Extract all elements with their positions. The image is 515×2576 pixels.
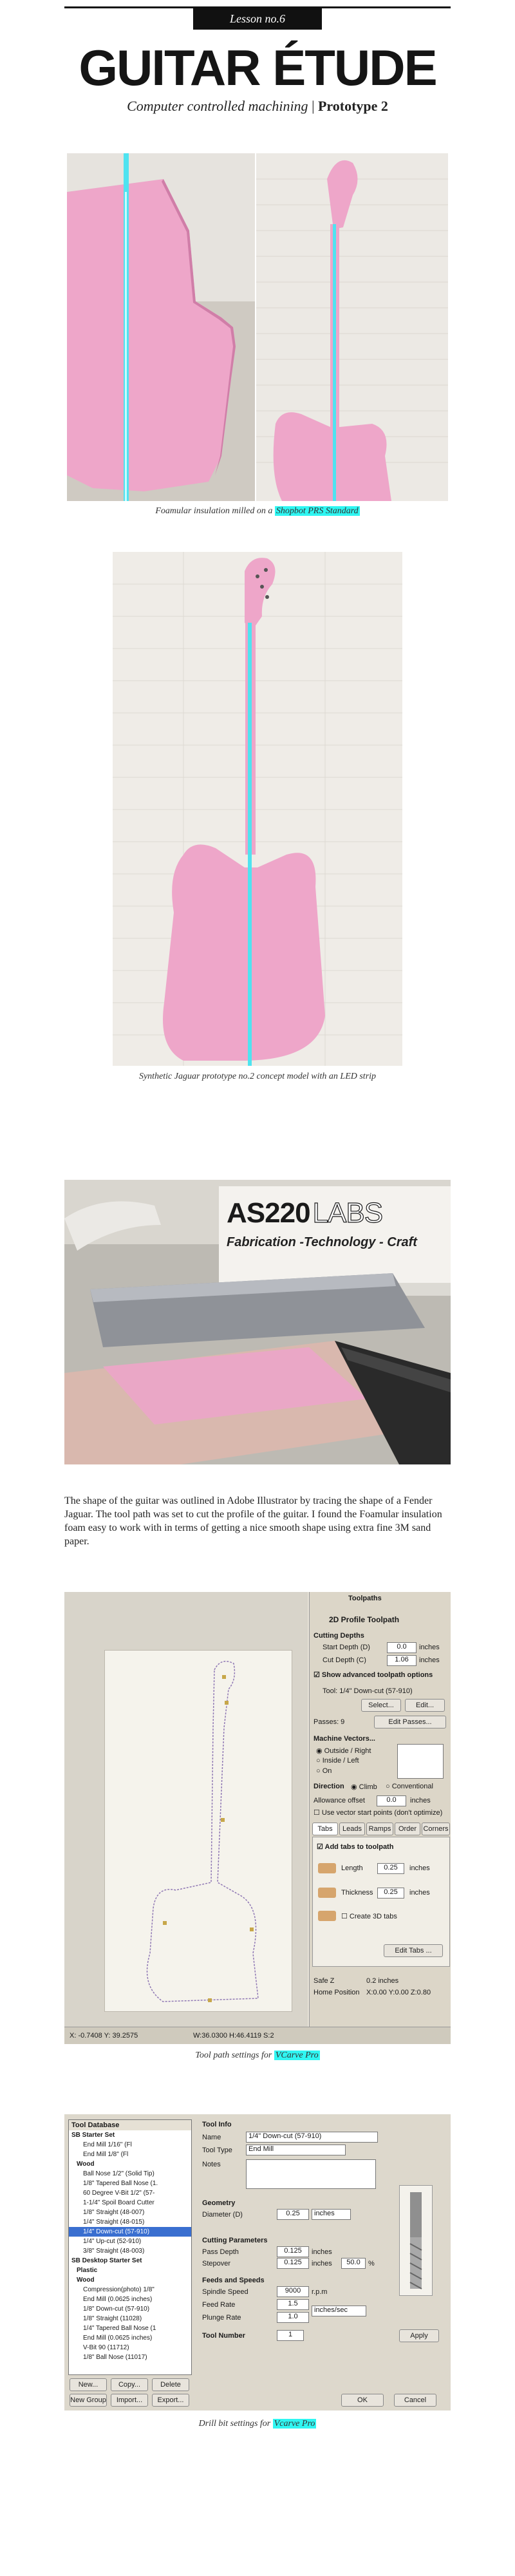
- tool-tree-item[interactable]: 1/8" Tapered Ball Nose (1.: [83, 2180, 158, 2187]
- passes-label: Passes: 9: [314, 1718, 345, 1726]
- photo-foam-body-closeup: [67, 153, 255, 501]
- show-advanced-checkbox[interactable]: ☑ Show advanced toolpath options: [314, 1671, 433, 1679]
- tool-tree-item[interactable]: End Mill 1/16" (Fl: [83, 2141, 132, 2148]
- subtitle-sep: |: [308, 98, 318, 114]
- tool-type-label: Tool Type: [202, 2146, 232, 2154]
- figure-1-caption-text: Foamular insulation milled on a: [155, 506, 275, 516]
- on-label: On: [322, 1767, 332, 1775]
- cancel-button[interactable]: Cancel: [394, 2394, 436, 2407]
- tool-tree-item[interactable]: SB Starter Set: [71, 2132, 115, 2139]
- geometry-heading: Geometry: [202, 2199, 236, 2207]
- tool-tree-item[interactable]: 1/8" Straight (48-007): [83, 2209, 145, 2216]
- stepover-label: Stepover: [202, 2260, 231, 2268]
- outside-right-radio[interactable]: ◉ Outside / Right: [316, 1747, 371, 1755]
- figure-1-caption: [64, 506, 451, 516]
- create-3d-icon: [318, 1911, 336, 1921]
- plunge-rate-input[interactable]: 1.0: [277, 2312, 309, 2323]
- status-bar: [64, 2027, 451, 2044]
- vector-start-label: Use vector start points (don't optimize): [321, 1809, 443, 1817]
- profile-toolpath-title: 2D Profile Toolpath: [329, 1615, 400, 1624]
- photo-foam-neck: [256, 153, 448, 501]
- stepover-pct-sign: %: [368, 2260, 375, 2268]
- feeds-heading: Feeds and Speeds: [202, 2277, 265, 2284]
- tool-tree-item[interactable]: 1/4" Straight (48-015): [83, 2219, 145, 2226]
- tool-tree-item[interactable]: 3/8" Straight (48-003): [83, 2248, 145, 2255]
- stepover-units: inches: [312, 2260, 332, 2268]
- pass-depth-label: Pass Depth: [202, 2248, 239, 2256]
- toolpath-panel: [309, 1592, 451, 2027]
- tool-tree-item[interactable]: Wood: [77, 2277, 95, 2284]
- allowance-input[interactable]: 0.0: [377, 1795, 406, 1806]
- lesson-tag: Lesson no.6: [193, 8, 322, 30]
- edit-passes-button[interactable]: Edit Passes...: [374, 1716, 446, 1728]
- tab-corners[interactable]: Corners: [422, 1823, 450, 1835]
- tool-number-input[interactable]: 1: [277, 2330, 304, 2341]
- on-radio[interactable]: ○ On: [316, 1767, 332, 1775]
- toolpath-tabs: [312, 1823, 449, 1837]
- name-label: Name: [202, 2134, 221, 2141]
- allowance-units: inches: [410, 1797, 431, 1804]
- create-3d-checkbox[interactable]: ☐ Create 3D tabs: [341, 1913, 397, 1920]
- tool-tree-item[interactable]: End Mill (0.0625 inches): [83, 2296, 153, 2303]
- figure-2-caption-text: Synthetic Jaguar prototype no.2 concept model with an LED strip: [138, 1072, 377, 1081]
- subtitle-italic: Computer controlled machining: [127, 98, 308, 114]
- vcarve-link-1[interactable]: VCarve Pro: [275, 2050, 319, 2060]
- cutting-depths-label: Cutting Depths: [314, 1632, 364, 1640]
- tool-tree-item[interactable]: 60 Degree V-Bit 1/2" (57-: [83, 2190, 155, 2197]
- drawing-sheet: [104, 1650, 292, 2012]
- tool-tree-item[interactable]: 1/8" Straight (11028): [83, 2315, 142, 2322]
- body-paragraph: The shape of the guitar was outlined in Adobe Illustrator by tracing the shape of a Fender Jaguar. The tool path was set to cut the profile of the guitar. I found the Foamular insulation foam easy to work with in terms of getting a nice smooth shape using extra fine 3M sand paper.: [64, 1495, 442, 1547]
- tab-tabs[interactable]: Tabs: [312, 1823, 338, 1835]
- page-title: GUITAR ÉTUDE: [79, 39, 436, 96]
- cutting-params-heading: Cutting Parameters: [202, 2237, 268, 2244]
- spindle-input[interactable]: 9000: [277, 2286, 309, 2297]
- home-position-value: X:0.00 Y:0.00 Z:0.80: [366, 1989, 431, 1996]
- figure-5-caption: [64, 2419, 451, 2429]
- diameter-units-select[interactable]: inches: [312, 2209, 351, 2220]
- copy-tool-button[interactable]: Copy...: [111, 2378, 148, 2391]
- page-subtitle: [64, 98, 451, 115]
- thickness-label: Thickness: [341, 1889, 373, 1897]
- banner-word-labs: LABS: [312, 1197, 383, 1229]
- tool-tree-item[interactable]: Ball Nose 1/2" (Solid Tip): [83, 2170, 154, 2177]
- tool-tree-item[interactable]: V-Bit 90 (11712): [83, 2344, 129, 2351]
- subtitle-bold: Prototype 2: [317, 98, 388, 114]
- tool-tree-item[interactable]: 1/4" Up-cut (52-910): [83, 2238, 142, 2245]
- ok-button[interactable]: OK: [341, 2394, 384, 2407]
- export-button[interactable]: Export...: [152, 2394, 189, 2407]
- climb-label: Climb: [359, 1783, 377, 1791]
- tool-tree-list: [69, 2130, 191, 2362]
- notes-field[interactable]: [246, 2159, 376, 2189]
- shopbot-link[interactable]: Shopbot PRS Standard: [276, 506, 359, 516]
- tool-tree-item[interactable]: SB Desktop Starter Set: [71, 2257, 142, 2264]
- length-icon: [318, 1863, 336, 1873]
- new-group-button[interactable]: New Group: [70, 2394, 107, 2407]
- diameter-input[interactable]: 0.25: [277, 2209, 309, 2220]
- status-coordinates: X: -0.7408 Y: 39.2575: [70, 2032, 138, 2040]
- start-depth-units: inches: [419, 1643, 440, 1651]
- new-tool-button[interactable]: New...: [70, 2378, 107, 2391]
- cut-depth-label: Cut Depth (C): [323, 1656, 366, 1664]
- thickness-input[interactable]: 0.25: [377, 1888, 404, 1899]
- tabs-panel: [312, 1837, 450, 1967]
- conventional-label: Conventional: [391, 1783, 433, 1790]
- climb-radio[interactable]: ◉ Climb: [351, 1783, 377, 1791]
- diameter-label: Diameter (D): [202, 2211, 243, 2219]
- delete-tool-button[interactable]: Delete: [152, 2378, 189, 2391]
- length-input[interactable]: 0.25: [377, 1863, 404, 1874]
- home-position-label: Home Position: [314, 1989, 360, 1996]
- figure-4-caption-text: Tool path settings for: [195, 2050, 274, 2060]
- length-label: Length: [341, 1864, 363, 1872]
- tool-tree-item[interactable]: Plastic: [77, 2267, 98, 2274]
- add-tabs-label: Add tabs to toolpath: [324, 1843, 394, 1851]
- add-tabs-checkbox[interactable]: ☑ Add tabs to toolpath: [317, 1843, 394, 1851]
- tool-label: Tool: 1/4" Down-cut (57-910): [323, 1687, 413, 1695]
- vector-preview-box: [397, 1744, 444, 1779]
- safe-z-value: 0.2 inches: [366, 1977, 399, 1985]
- tool-type-select[interactable]: End Mill: [246, 2145, 346, 2155]
- toolpaths-title: Toolpaths: [348, 1595, 382, 1602]
- thickness-units: inches: [409, 1889, 430, 1897]
- conventional-radio[interactable]: ○ Conventional: [386, 1783, 433, 1790]
- end-mill-image: [399, 2185, 433, 2296]
- inside-left-label: Inside / Left: [322, 1757, 359, 1765]
- cut-depth-units: inches: [419, 1656, 440, 1664]
- inside-left-radio[interactable]: ○ Inside / Left: [316, 1757, 359, 1765]
- photo-full-guitar: [113, 552, 402, 1066]
- figure-2-caption: [64, 1072, 451, 1082]
- vector-start-checkbox[interactable]: ☐ Use vector start points (don't optimize): [314, 1809, 443, 1817]
- notes-label: Notes: [202, 2161, 221, 2168]
- tool-tree-item[interactable]: Wood: [77, 2161, 95, 2168]
- tool-tree-item[interactable]: Compression(photo) 1/8": [83, 2286, 154, 2293]
- spindle-label: Spindle Speed: [202, 2288, 248, 2296]
- banner-word-as220: AS220: [227, 1197, 310, 1229]
- tab-ramps[interactable]: Ramps: [366, 1823, 393, 1835]
- tool-tree-item[interactable]: 1/8" Down-cut (57-910): [83, 2306, 150, 2313]
- tool-tree-item[interactable]: 1-1/4" Spoil Board Cutter: [83, 2199, 154, 2206]
- vcarve-link-2[interactable]: Vcarve Pro: [274, 2419, 315, 2429]
- spindle-units: r.p.m: [312, 2288, 328, 2296]
- pass-depth-units: inches: [312, 2248, 332, 2256]
- tool-tree-item[interactable]: End Mill 1/8" (Fl: [83, 2151, 129, 2158]
- start-depth-label: Start Depth (D): [323, 1643, 370, 1651]
- figure-4-caption: [64, 2050, 451, 2061]
- tool-number-label: Tool Number: [202, 2332, 246, 2340]
- tab-leads[interactable]: Leads: [339, 1823, 365, 1835]
- apply-button[interactable]: Apply: [399, 2329, 439, 2342]
- tool-tree-item[interactable]: End Mill (0.0625 inches): [83, 2334, 153, 2342]
- safe-z-label: Safe Z: [314, 1977, 335, 1985]
- feed-rate-input[interactable]: 1.5: [277, 2299, 309, 2310]
- drawing-area: [64, 1592, 308, 2027]
- tool-tree-item[interactable]: 1/4" Down-cut (57-910): [69, 2227, 191, 2237]
- thickness-icon: [318, 1888, 336, 1898]
- tool-tree-item[interactable]: 1/4" Tapered Ball Nose (1: [83, 2325, 156, 2332]
- edit-tool-button[interactable]: Edit...: [405, 1699, 445, 1712]
- stepover-input[interactable]: 0.125: [277, 2258, 309, 2269]
- allowance-label: Allowance offset: [314, 1797, 365, 1804]
- feed-rate-label: Feed Rate: [202, 2301, 236, 2309]
- status-dimensions: W:36.0300 H:46.4119 S:2: [193, 2032, 274, 2040]
- tab-order[interactable]: Order: [395, 1823, 420, 1835]
- tool-tree: [68, 2119, 192, 2375]
- create-3d-label: Create 3D tabs: [349, 1913, 397, 1920]
- outside-right-label: Outside / Right: [324, 1747, 371, 1755]
- banner-brand: [227, 1197, 445, 1230]
- name-input[interactable]: 1/4" Down-cut (57-910): [246, 2132, 378, 2143]
- length-units: inches: [409, 1864, 430, 1872]
- tool-tree-header: Tool Database: [69, 2120, 191, 2130]
- as220-banner-text: [227, 1197, 445, 1274]
- tool-tree-item[interactable]: 1/8" Ball Nose (11017): [83, 2354, 147, 2361]
- stepover-pct-input[interactable]: 50.0: [341, 2258, 366, 2269]
- toolpath-screenshot: [64, 1592, 451, 2044]
- direction-label: Direction: [314, 1783, 344, 1790]
- plunge-rate-label: Plunge Rate: [202, 2314, 241, 2322]
- figure-5-caption-text: Drill bit settings for: [198, 2419, 273, 2429]
- rate-units-select[interactable]: inches/sec: [312, 2306, 366, 2316]
- banner-tagline: Fabrication -Technology - Craft: [227, 1235, 417, 1249]
- drill-screenshot: [64, 2114, 451, 2410]
- select-tool-button[interactable]: Select...: [361, 1699, 401, 1712]
- start-depth-input[interactable]: 0.0: [387, 1642, 417, 1653]
- edit-tabs-button[interactable]: Edit Tabs ...: [384, 1944, 443, 1957]
- import-button[interactable]: Import...: [111, 2394, 148, 2407]
- machine-vectors-label: Machine Vectors...: [314, 1735, 375, 1743]
- cut-depth-input[interactable]: 1.06: [387, 1655, 417, 1666]
- tool-info-heading: Tool Info: [202, 2121, 232, 2128]
- pass-depth-input[interactable]: 0.125: [277, 2246, 309, 2257]
- show-advanced-label: Show advanced toolpath options: [321, 1671, 433, 1679]
